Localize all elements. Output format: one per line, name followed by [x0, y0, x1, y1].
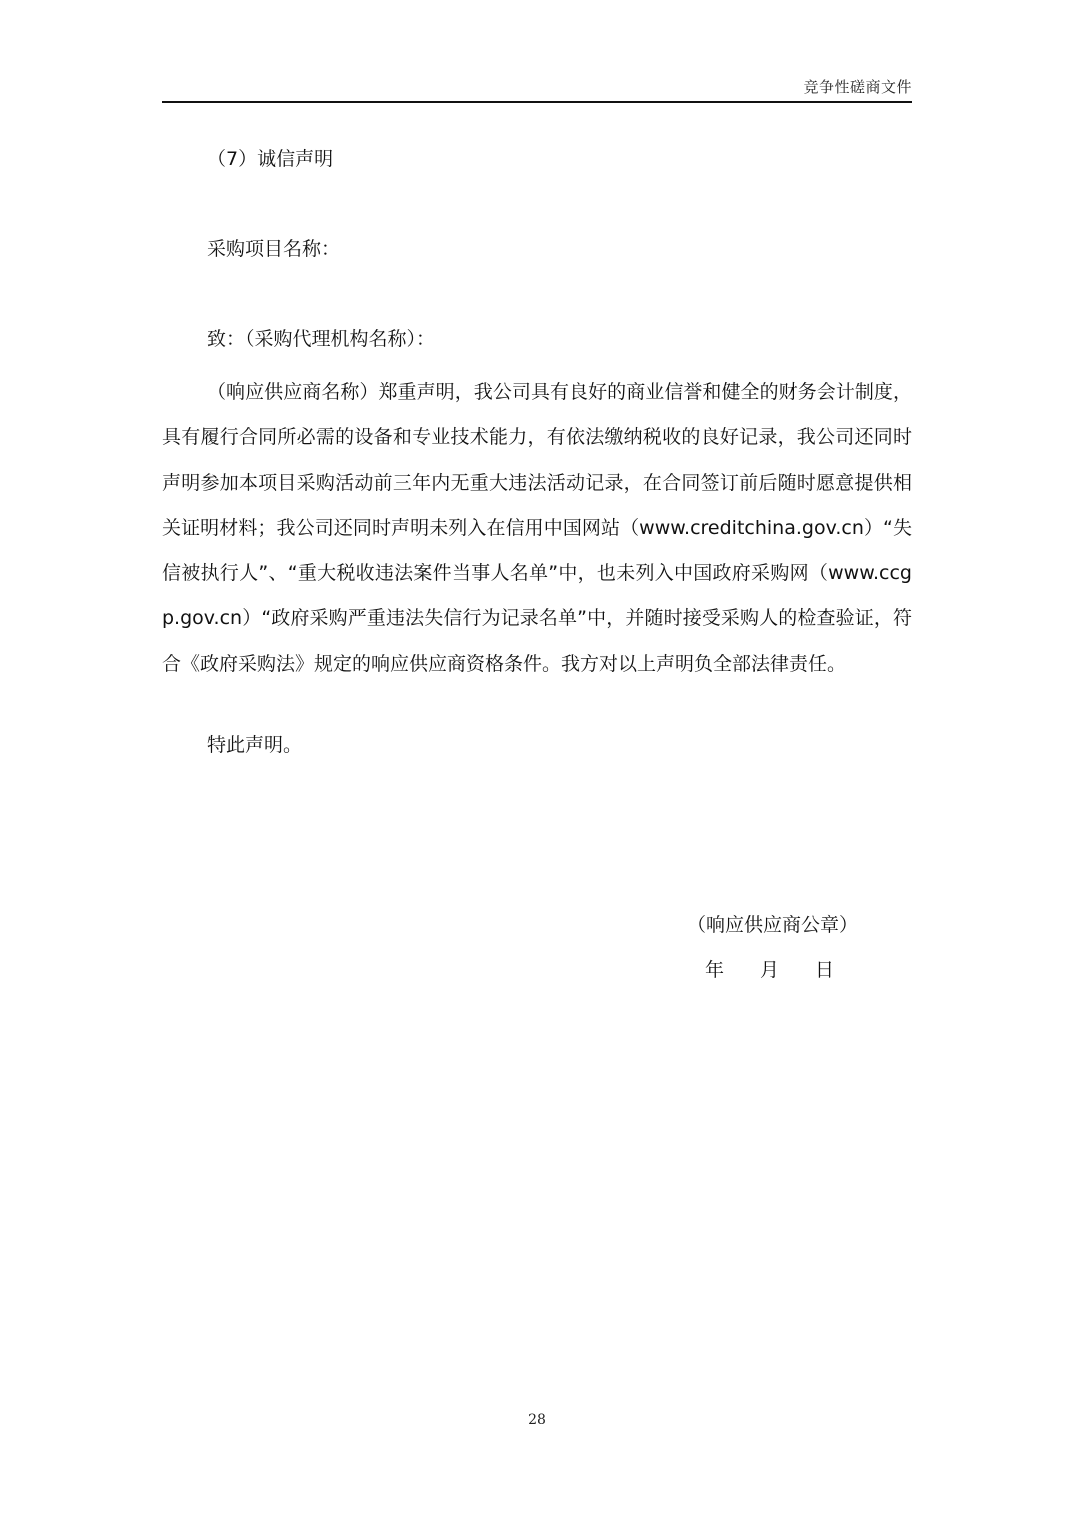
company-seal-label: （响应供应商公章） [687, 914, 859, 936]
header-title: 竞争性磋商文件 [803, 78, 912, 96]
date-month-label: 月 [760, 959, 780, 981]
header-divider [162, 101, 912, 103]
date-day-label: 日 [815, 959, 835, 981]
closing-statement: 特此声明。 [207, 734, 303, 756]
addressee-line: 致：（采购代理机构名称）： [207, 328, 436, 350]
date-year-label: 年 [705, 959, 725, 981]
page-number: 28 [528, 1412, 546, 1428]
section-title: （7）诚信声明 [207, 148, 334, 170]
project-name-label: 采购项目名称： [207, 238, 341, 260]
declaration-body: （响应供应商名称）郑重声明，我公司具有良好的商业信誉和健全的财务会计制度，具有履行合同所必需的设备和专业技术能力，有依法缴纳税收的良好记录，我公司还同时声明参加本项目采购活动前三年内无重大违法活动记录，在合同签订前后随时愿意提供相关证明材料；我公司还同时声明未列入在信用中国网站（www.creditchina.gov.cn）“失信被执行人”、“重大税收违法案件当事人名单”中，也未列入中国政府采购网（www.ccgp.gov.cn）“政府采购严重违法失信行为记录名单”中，并随时接受采购人的检查验证，符合《政府采购法》规定的响应供应商资格条件。我方对以上声明负全部法律责任。 [162, 381, 912, 675]
